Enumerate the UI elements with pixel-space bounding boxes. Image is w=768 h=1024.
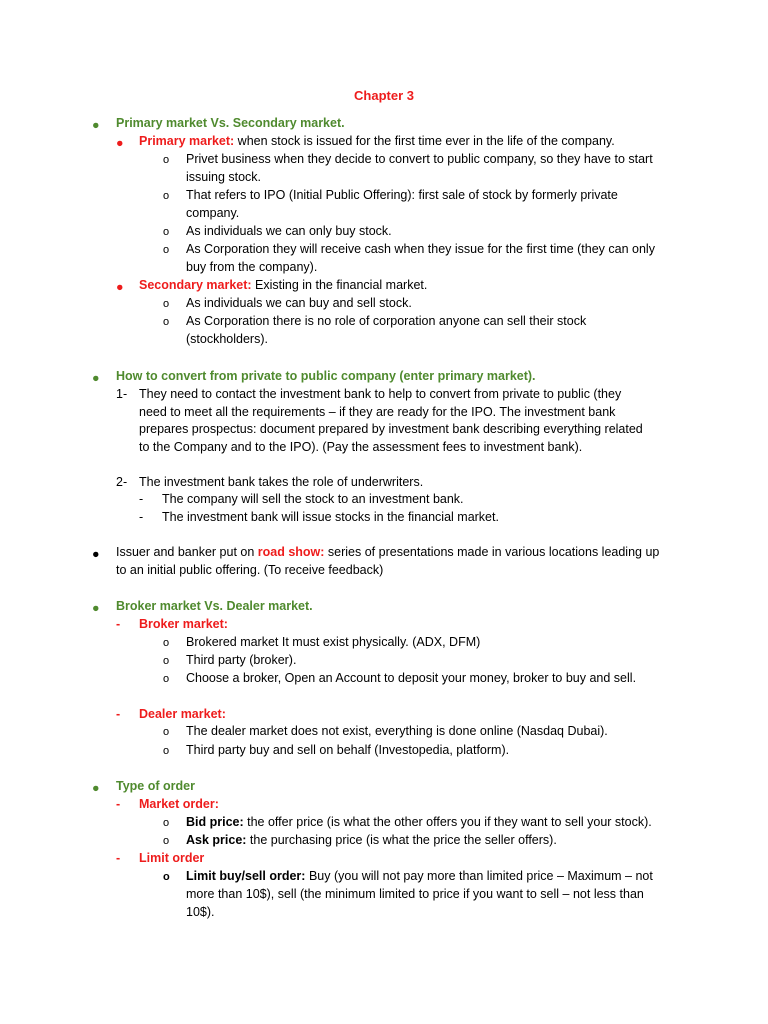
circle-bullet-icon: o bbox=[163, 316, 170, 328]
list-item-text: Choose a broker, Open an Account to deposit your money, broker to buy and sell. bbox=[186, 671, 637, 685]
road-show-line bbox=[116, 543, 659, 561]
list-item-text: That refers to IPO (Initial Public Offering): first sale of stock by formerly private bbox=[186, 188, 618, 202]
list-item-text: As individuals we can only buy stock. bbox=[186, 224, 392, 238]
circle-bullet-icon: o bbox=[163, 298, 170, 310]
secondary-market-line bbox=[139, 276, 427, 294]
list-item-text: issuing stock. bbox=[186, 170, 262, 184]
circle-bullet-icon: o bbox=[163, 226, 170, 238]
limit-order-line-3: 10$). bbox=[186, 905, 215, 919]
market-order-label: Market order: bbox=[139, 797, 219, 811]
step-text: to the Company and to the IPO). (Pay the assessment fees to investment bank). bbox=[139, 440, 583, 454]
bid-price-text: the offer price (is what the other offers you if they want to sell your stock). bbox=[243, 815, 652, 829]
step-text: need to meet all the requirements – if they are ready for the IPO. The investment bank bbox=[139, 405, 616, 419]
circle-bullet-icon: o bbox=[163, 835, 170, 847]
list-item-text: (stockholders). bbox=[186, 332, 268, 346]
secondary-market-label: Secondary market: bbox=[139, 278, 252, 292]
list-item-text: Brokered market It must exist physically. (ADX, DFM) bbox=[186, 635, 481, 649]
circle-bullet-icon: o bbox=[163, 817, 170, 829]
limit-order-line-2: more than 10$), sell (the minimum limited to price if you want to sell – not less than bbox=[186, 887, 644, 901]
circle-bullet-icon: o bbox=[163, 190, 170, 202]
list-item-text: The company will sell the stock to an investment bank. bbox=[162, 492, 464, 506]
dash-bullet: - bbox=[116, 851, 121, 865]
circle-bullet-icon: o bbox=[163, 154, 170, 166]
primary-market-line bbox=[139, 132, 615, 150]
section-heading-broker-vs-dealer: Broker market Vs. Dealer market. bbox=[116, 599, 313, 613]
primary-market-text: when stock is issued for the first time ever in the life of the company. bbox=[234, 134, 615, 148]
step-number: 2- bbox=[116, 475, 128, 489]
ask-price-text: the purchasing price (is what the price the seller offers). bbox=[246, 833, 557, 847]
primary-market-label: Primary market: bbox=[139, 134, 235, 148]
list-item-text: Third party buy and sell on behalf (Investopedia, platform). bbox=[186, 743, 510, 757]
dash-bullet: - bbox=[116, 617, 121, 631]
circle-bullet-icon: o bbox=[163, 871, 170, 883]
section-heading-convert: How to convert from private to public company (enter primary market). bbox=[116, 369, 536, 383]
ask-price-label: Ask price: bbox=[186, 833, 247, 847]
list-item-text: The dealer market does not exist, everything is done online (Nasdaq Dubai). bbox=[186, 724, 608, 738]
dash-bullet: - bbox=[116, 797, 121, 811]
limit-order-line bbox=[186, 867, 653, 885]
list-item-text: company. bbox=[186, 206, 240, 220]
bullet-icon: ● bbox=[116, 136, 124, 150]
bullet-icon: ● bbox=[92, 118, 100, 132]
ask-price-line bbox=[186, 831, 557, 849]
list-item-text: As individuals we can buy and sell stock. bbox=[186, 296, 412, 310]
broker-market-label: Broker market: bbox=[139, 617, 228, 631]
limit-order-item-label: Limit buy/sell order: bbox=[186, 869, 306, 883]
step-text: They need to contact the investment bank to help to convert from private to public (they bbox=[139, 387, 622, 401]
list-item-text: As Corporation they will receive cash when they issue for the first time (they can only bbox=[186, 242, 655, 256]
secondary-market-text: Existing in the financial market. bbox=[251, 278, 428, 292]
bid-price-line bbox=[186, 813, 652, 831]
circle-bullet-icon: o bbox=[163, 745, 170, 757]
list-item-text: As Corporation there is no role of corporation anyone can sell their stock bbox=[186, 314, 587, 328]
bullet-icon: ● bbox=[116, 280, 124, 294]
road-show-term: road show: bbox=[257, 545, 325, 559]
list-item-text: The investment bank will issue stocks in the financial market. bbox=[162, 510, 499, 524]
bullet-icon: ● bbox=[92, 547, 100, 561]
step-text: prepares prospectus: document prepared by investment bank describing everything related bbox=[139, 422, 643, 436]
circle-bullet-icon: o bbox=[163, 244, 170, 256]
section-heading-type-of-order: Type of order bbox=[116, 779, 195, 793]
page-title: Chapter 3 bbox=[354, 88, 414, 103]
list-item-text: Third party (broker). bbox=[186, 653, 297, 667]
bullet-icon: ● bbox=[92, 371, 100, 385]
circle-bullet-icon: o bbox=[163, 726, 170, 738]
section-heading-primary-vs-secondary: Primary market Vs. Secondary market. bbox=[116, 116, 345, 130]
circle-bullet-icon: o bbox=[163, 655, 170, 667]
road-show-pre: Issuer and banker put on bbox=[116, 545, 258, 559]
dealer-market-label: Dealer market: bbox=[139, 707, 226, 721]
circle-bullet-icon: o bbox=[163, 637, 170, 649]
circle-bullet-icon: o bbox=[163, 673, 170, 685]
dash-bullet: - bbox=[139, 510, 144, 524]
limit-order-label: Limit order bbox=[139, 851, 205, 865]
step-number: 1- bbox=[116, 387, 128, 401]
limit-order-item-text: Buy (you will not pay more than limited price – Maximum – not bbox=[305, 869, 653, 883]
bullet-icon: ● bbox=[92, 601, 100, 615]
road-show-line-2: to an initial public offering. (To receive feedback) bbox=[116, 563, 384, 577]
dash-bullet: - bbox=[116, 707, 121, 721]
road-show-post: series of presentations made in various locations leading up bbox=[324, 545, 660, 559]
list-item-text: buy from the company). bbox=[186, 260, 318, 274]
list-item-text: Privet business when they decide to convert to public company, so they have to start bbox=[186, 152, 653, 166]
step-text: The investment bank takes the role of underwriters. bbox=[139, 475, 424, 489]
dash-bullet: - bbox=[139, 492, 144, 506]
bullet-icon: ● bbox=[92, 781, 100, 795]
bid-price-label: Bid price: bbox=[186, 815, 244, 829]
